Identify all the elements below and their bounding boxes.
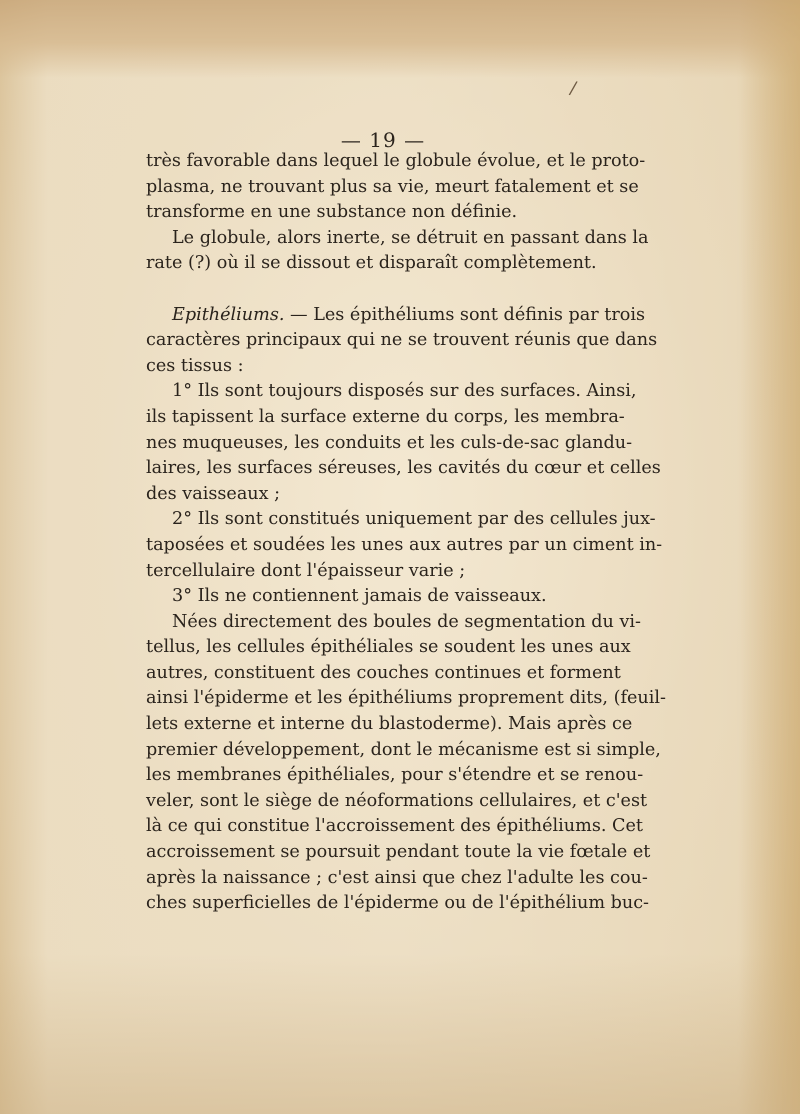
page-top-shadow bbox=[0, 0, 800, 78]
text-line: très favorable dans lequel le globule évolue, et le proto- bbox=[146, 151, 646, 171]
text-line: rate (?) où il se dissout et disparaît complètement. bbox=[146, 253, 597, 274]
body-text bbox=[146, 149, 666, 917]
text-line: autres, constituent des couches continues et forment bbox=[146, 662, 621, 683]
text-line: après la naissance ; c'est ainsi que chez l'adulte les cou- bbox=[146, 867, 648, 888]
text-line: Le globule, alors inerte, se détruit en passant dans la bbox=[172, 227, 649, 248]
section-heading-rest: — Les épithéliums sont définis par trois bbox=[284, 304, 646, 325]
text-line: 2° Ils sont constitués uniquement par des cellules jux- bbox=[172, 509, 656, 530]
text-line: taposées et soudées les unes aux autres par un ciment in- bbox=[146, 534, 663, 555]
text-line: tercellulaire dont l'épaisseur varie ; bbox=[146, 560, 466, 581]
text-line: lets externe et interne du blastoderme). Mais après ce bbox=[146, 714, 633, 735]
text-line: ces tissus : bbox=[146, 355, 244, 376]
section-heading-line bbox=[146, 303, 646, 329]
stray-mark: / bbox=[567, 77, 579, 100]
text-line: les membranes épithéliales, pour s'étendre et se renou- bbox=[146, 765, 644, 786]
text-line: transforme en une substance non définie. bbox=[146, 202, 518, 223]
paragraph-gap bbox=[146, 277, 614, 303]
text-line: là ce qui constitue l'accroissement des épithéliums. Cet bbox=[146, 816, 643, 837]
text-line: nes muqueuses, les conduits et les culs-de-sac glandu- bbox=[146, 432, 633, 453]
text-line: des vaisseaux ; bbox=[146, 483, 281, 504]
text-line: 3° Ils ne contiennent jamais de vaisseaux. bbox=[172, 586, 547, 607]
text-line: veler, sont le siège de néoformations cellulaires, et c'est bbox=[146, 790, 648, 811]
page-right-edge bbox=[740, 0, 800, 1114]
text-line: ches superficielles de l'épiderme ou de l'épithélium buc- bbox=[146, 893, 649, 914]
page-bottom-shadow bbox=[0, 954, 800, 1114]
page-number: — 19 — bbox=[340, 128, 426, 152]
text-line: 1° Ils sont toujours disposés sur des surfaces. Ainsi, bbox=[172, 381, 637, 402]
text-line: premier développement, dont le mécanisme est si simple, bbox=[146, 739, 661, 760]
text-line: plasma, ne trouvant plus sa vie, meurt fatalement et se bbox=[146, 176, 639, 197]
section-heading: Epithéliums. bbox=[172, 304, 285, 325]
text-line: laires, les surfaces séreuses, les cavités du cœur et celles bbox=[146, 458, 661, 479]
text-line: ils tapissent la surface externe du corps, les membra- bbox=[146, 406, 625, 427]
text-line: Nées directement des boules de segmentation du vi- bbox=[172, 611, 641, 632]
text-line: tellus, les cellules épithéliales se soudent les unes aux bbox=[146, 637, 631, 658]
text-line: caractères principaux qui ne se trouvent réunis que dans bbox=[146, 330, 658, 351]
text-line: ainsi l'épiderme et les épithéliums proprement dits, (feuil- bbox=[146, 688, 666, 709]
text-line: accroissement se poursuit pendant toute la vie fœtale et bbox=[146, 842, 651, 863]
